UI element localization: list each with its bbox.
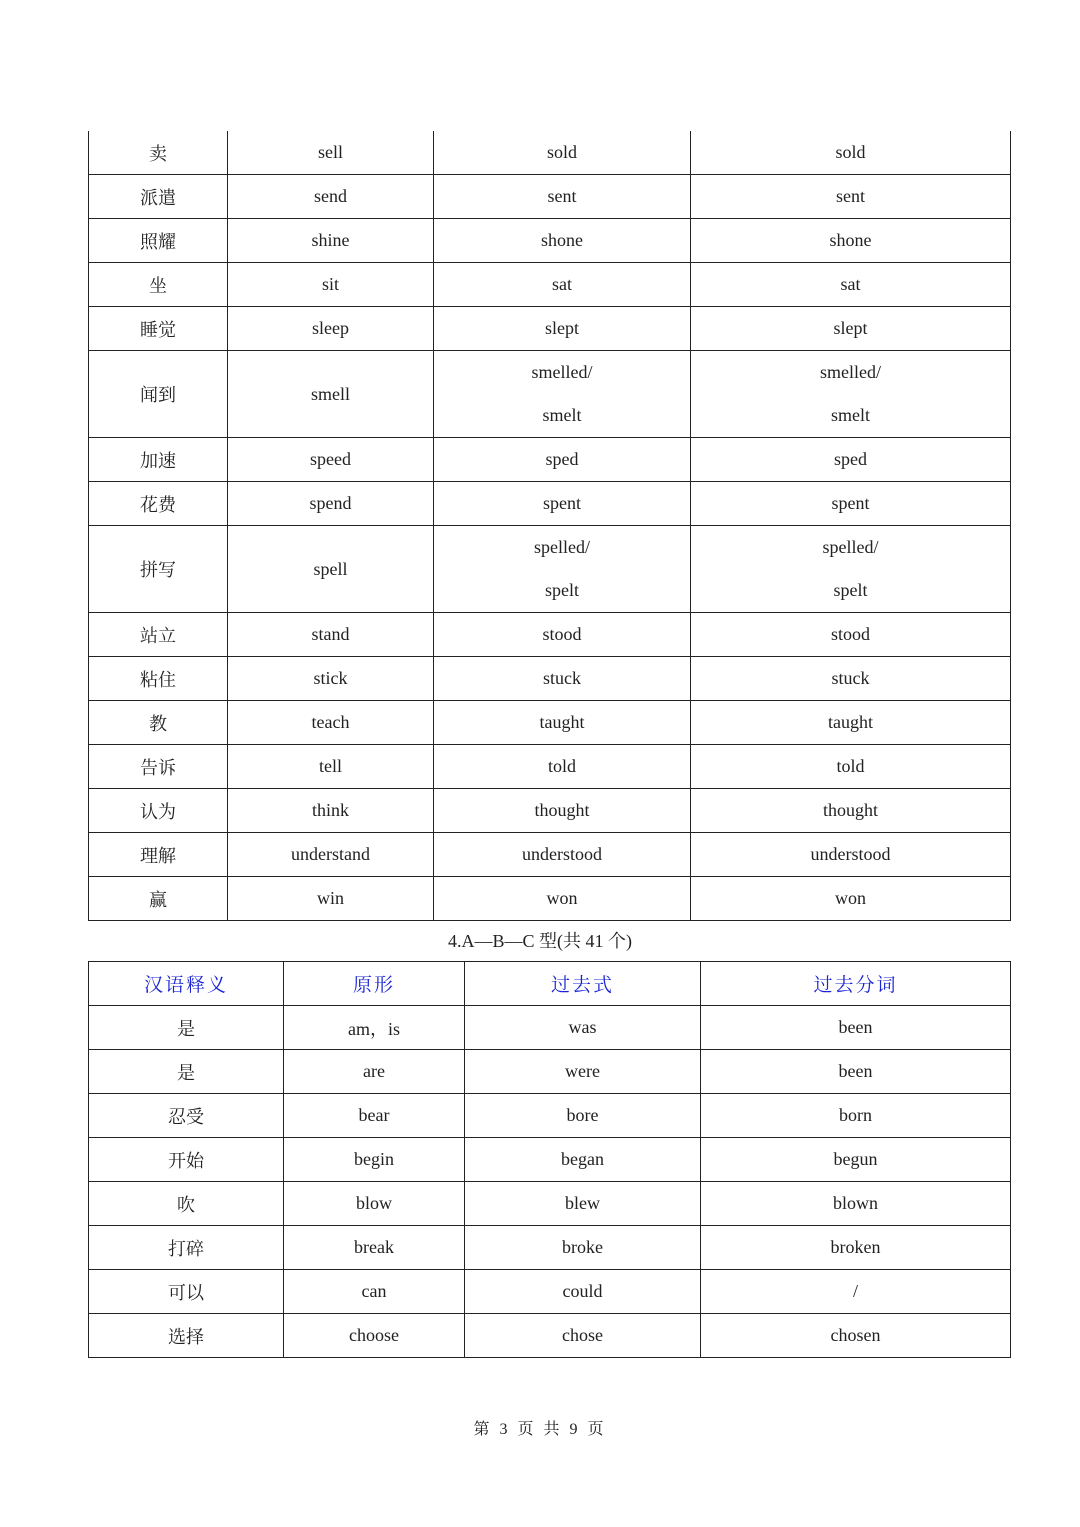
past-participle-cell: chosen <box>701 1314 1011 1358</box>
base-form-cell: bear <box>284 1094 465 1138</box>
base-form-cell: stand <box>228 613 434 657</box>
table-row <box>89 263 1011 307</box>
table-row <box>89 657 1011 701</box>
past-tense-cell-line: spelt <box>545 580 579 600</box>
table-row <box>89 745 1011 789</box>
past-tense-cell: slept <box>434 307 691 351</box>
past-tense-cell <box>434 351 691 438</box>
past-participle-cell-line: spelt <box>833 580 868 600</box>
past-participle-cell: taught <box>691 701 1011 745</box>
chinese-meaning-cell: 照耀 <box>89 219 228 263</box>
past-tense-cell: shone <box>434 219 691 263</box>
past-participle-cell: won <box>691 877 1011 921</box>
past-participle-cell <box>691 351 1011 438</box>
table-row <box>89 701 1011 745</box>
past-participle-cell: sent <box>691 175 1011 219</box>
chinese-meaning-cell: 卖 <box>89 131 228 175</box>
past-tense-cell-line: smelt <box>542 405 582 425</box>
chinese-meaning-cell: 拼写 <box>89 526 228 613</box>
table-row <box>89 877 1011 921</box>
past-tense-cell: stood <box>434 613 691 657</box>
chinese-meaning-cell: 教 <box>89 701 228 745</box>
chinese-meaning-cell: 坐 <box>89 263 228 307</box>
chinese-meaning-cell: 告诉 <box>89 745 228 789</box>
past-tense-cell: blew <box>465 1182 701 1226</box>
table-row <box>89 613 1011 657</box>
past-tense-cell: told <box>434 745 691 789</box>
past-participle-cell: told <box>691 745 1011 789</box>
chinese-meaning-cell: 忍受 <box>89 1094 284 1138</box>
past-participle-cell: begun <box>701 1138 1011 1182</box>
past-tense-cell: taught <box>434 701 691 745</box>
past-tense-cell: sat <box>434 263 691 307</box>
base-form-cell: smell <box>228 351 434 438</box>
past-participle-cell: broken <box>701 1226 1011 1270</box>
base-form-cell: am，is <box>284 1006 465 1050</box>
chinese-meaning-cell: 睡觉 <box>89 307 228 351</box>
past-tense-cell-line: smelled/ <box>531 362 593 382</box>
past-participle-cell: blown <box>701 1182 1011 1226</box>
base-form-cell: can <box>284 1270 465 1314</box>
past-tense-cell: sent <box>434 175 691 219</box>
table-row <box>89 1182 1011 1226</box>
base-form-cell: blow <box>284 1182 465 1226</box>
past-participle-cell: born <box>701 1094 1011 1138</box>
table-row <box>89 1138 1011 1182</box>
chinese-meaning-cell: 打碎 <box>89 1226 284 1270</box>
past-participle-cell <box>691 526 1011 613</box>
past-participle-cell: spent <box>691 482 1011 526</box>
chinese-meaning-cell: 闻到 <box>89 351 228 438</box>
header-chinese-meaning: 汉语释义 <box>89 962 284 1006</box>
table-row <box>89 131 1011 175</box>
base-form-cell: think <box>228 789 434 833</box>
past-participle-cell-line: smelled/ <box>820 362 881 382</box>
past-participle-cell-line: smelt <box>831 405 870 425</box>
past-tense-cell: chose <box>465 1314 701 1358</box>
table-row <box>89 1006 1011 1050</box>
table-row <box>89 438 1011 482</box>
past-tense-cell: could <box>465 1270 701 1314</box>
past-tense-cell: won <box>434 877 691 921</box>
base-form-cell: teach <box>228 701 434 745</box>
table-row <box>89 526 1011 613</box>
base-form-cell: speed <box>228 438 434 482</box>
base-form-cell: shine <box>228 219 434 263</box>
chinese-meaning-cell: 站立 <box>89 613 228 657</box>
abc-verb-table <box>88 961 1011 1358</box>
chinese-meaning-cell: 理解 <box>89 833 228 877</box>
past-participle-cell: sped <box>691 438 1011 482</box>
past-participle-cell: shone <box>691 219 1011 263</box>
chinese-meaning-cell: 选择 <box>89 1314 284 1358</box>
base-form-cell: sleep <box>228 307 434 351</box>
past-tense-cell: spent <box>434 482 691 526</box>
header-base-form: 原形 <box>284 962 465 1006</box>
chinese-meaning-cell: 开始 <box>89 1138 284 1182</box>
chinese-meaning-cell: 吹 <box>89 1182 284 1226</box>
verb-table-continued-body <box>89 131 1011 921</box>
past-tense-cell <box>434 526 691 613</box>
chinese-meaning-cell: 赢 <box>89 877 228 921</box>
past-tense-cell: understood <box>434 833 691 877</box>
past-tense-cell: were <box>465 1050 701 1094</box>
chinese-meaning-cell: 可以 <box>89 1270 284 1314</box>
table-row <box>89 1314 1011 1358</box>
past-participle-cell: stood <box>691 613 1011 657</box>
table-header-row <box>89 962 1011 1006</box>
chinese-meaning-cell: 加速 <box>89 438 228 482</box>
base-form-cell: choose <box>284 1314 465 1358</box>
header-past-tense: 过去式 <box>465 962 701 1006</box>
past-participle-cell: / <box>701 1270 1011 1314</box>
base-form-cell: sit <box>228 263 434 307</box>
table-row <box>89 175 1011 219</box>
base-form-cell: send <box>228 175 434 219</box>
chinese-meaning-cell: 认为 <box>89 789 228 833</box>
chinese-meaning-cell: 花费 <box>89 482 228 526</box>
table-row <box>89 1226 1011 1270</box>
table-row <box>89 1050 1011 1094</box>
past-tense-cell: thought <box>434 789 691 833</box>
base-form-cell: sell <box>228 131 434 175</box>
past-tense-cell: bore <box>465 1094 701 1138</box>
base-form-cell: are <box>284 1050 465 1094</box>
past-participle-cell: thought <box>691 789 1011 833</box>
base-form-cell: stick <box>228 657 434 701</box>
base-form-cell: spend <box>228 482 434 526</box>
base-form-cell: break <box>284 1226 465 1270</box>
table-row <box>89 1270 1011 1314</box>
table-row <box>89 789 1011 833</box>
past-tense-cell: stuck <box>434 657 691 701</box>
past-participle-cell: sold <box>691 131 1011 175</box>
past-participle-cell: stuck <box>691 657 1011 701</box>
section-title: 4.A—B—C 型(共 41 个) <box>448 931 632 951</box>
table-row <box>89 1094 1011 1138</box>
base-form-cell: spell <box>228 526 434 613</box>
past-participle-cell: been <box>701 1006 1011 1050</box>
chinese-meaning-cell: 是 <box>89 1006 284 1050</box>
past-tense-cell: sold <box>434 131 691 175</box>
past-tense-cell-line: spelled/ <box>534 537 590 557</box>
table-row <box>89 351 1011 438</box>
base-form-cell: begin <box>284 1138 465 1182</box>
abc-verb-table-body <box>89 962 1011 1358</box>
base-form-cell: tell <box>228 745 434 789</box>
past-participle-cell: sat <box>691 263 1011 307</box>
past-tense-cell: began <box>465 1138 701 1182</box>
table-row <box>89 219 1011 263</box>
table-row <box>89 307 1011 351</box>
past-participle-cell-line: spelled/ <box>822 537 879 557</box>
chinese-meaning-cell: 粘住 <box>89 657 228 701</box>
past-participle-cell: slept <box>691 307 1011 351</box>
past-tense-cell: was <box>465 1006 701 1050</box>
past-participle-cell: understood <box>691 833 1011 877</box>
page-footer: 第 3 页 共 9 页 <box>473 1421 607 1438</box>
verb-table-continued <box>88 131 1011 921</box>
table-row <box>89 482 1011 526</box>
base-form-cell: understand <box>228 833 434 877</box>
chinese-meaning-cell: 是 <box>89 1050 284 1094</box>
chinese-meaning-cell: 派遣 <box>89 175 228 219</box>
past-tense-cell: broke <box>465 1226 701 1270</box>
table-row <box>89 833 1011 877</box>
past-participle-cell: been <box>701 1050 1011 1094</box>
base-form-cell: win <box>228 877 434 921</box>
past-tense-cell: sped <box>434 438 691 482</box>
header-past-participle: 过去分词 <box>701 962 1011 1006</box>
